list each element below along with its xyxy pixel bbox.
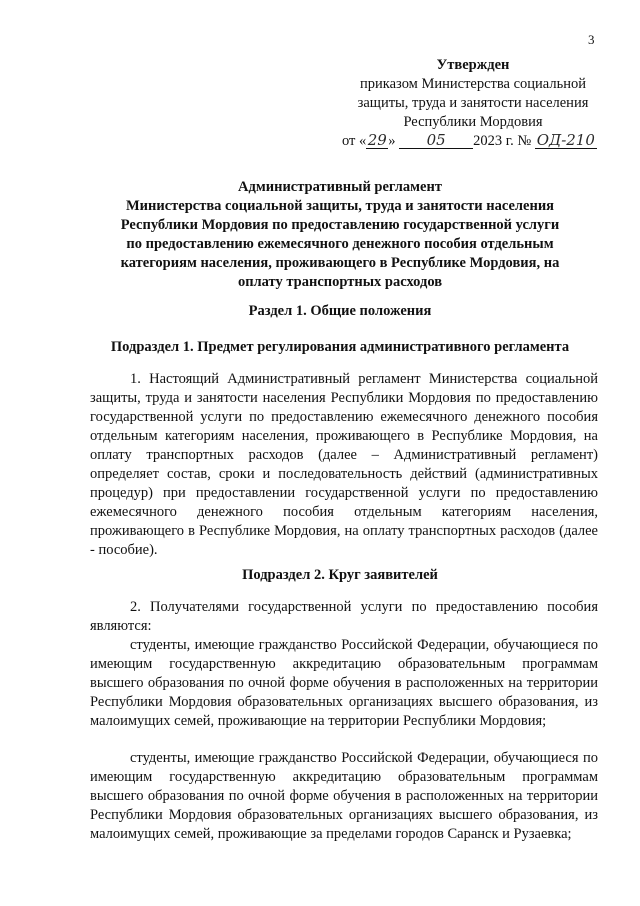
page-number: 3	[588, 32, 595, 47]
approval-line-1: приказом Министерства социальной	[360, 76, 586, 92]
paragraph-3	[90, 636, 598, 731]
approval-date-line	[338, 132, 608, 151]
approval-line-2: защиты, труда и занятости населения	[357, 95, 589, 111]
paragraph-1-text: 1. Настоящий Административный регламент Министерства социальной защиты, труда и занятости населения Республики Мордовия по предоставлению государственной услуги по предоставлению ежемесячного денежного пособия отдельным категориям населения, проживающего в Республике Мордовия, на оплату транспортных расходов (далее – Административный регламент) определяет состав, сроки и последовательность действий (административных процедур) при предоставлении государственной услуги по предоставлению ежемесячного денежного пособия отдельным категориям населения, проживающего в Республике Мордовия, на оплату транспортных расходов (далее - пособие).	[90, 371, 598, 558]
approved-label: Утвержден	[436, 57, 510, 73]
date-prefix: от «	[342, 133, 367, 149]
date-day: 29	[367, 131, 387, 149]
document-title	[80, 178, 600, 292]
date-year: 2023 г. №	[473, 133, 532, 149]
date-month: 05	[399, 132, 473, 149]
title-line-6: оплату транспортных расходов	[237, 274, 443, 290]
section-1-heading: Раздел 1. Общие положения	[248, 303, 432, 319]
title-line-2: Министерства социальной защиты, труда и занятости населения	[125, 198, 555, 214]
approval-stamp-block	[338, 56, 608, 151]
paragraph-4-text: студенты, имеющие гражданство Российской Федерации, обучающиеся по имеющим государственную аккредитацию образовательным программам высшего образования по очной форме обучения в расположенных на территории Республики Мордовия образовательных организациях высшего образования, из малоимущих семей, проживающие за пределами городов Саранск и Рузаевка;	[90, 750, 598, 842]
title-line-5: категориям населения, проживающего в Республике Мордовия, на	[120, 255, 560, 271]
approval-line-3: Республики Мордовия	[403, 114, 543, 130]
paragraph-2	[90, 598, 598, 636]
paragraph-1	[90, 370, 598, 560]
title-line-4: по предоставлению ежемесячного денежного пособия отдельным	[126, 236, 554, 252]
subsection-2-heading: Подраздел 2. Круг заявителей	[242, 567, 438, 583]
order-number: ОД-210	[536, 131, 595, 149]
paragraph-2-text: 2. Получателями государственной услуги по предоставлению пособия являются:	[90, 599, 598, 634]
paragraph-3-text: студенты, имеющие гражданство Российской Федерации, обучающиеся по имеющим государственную аккредитацию образовательным программам высшего образования по очной форме обучения в расположенных на территории Республики Мордовия образовательных организациях высшего образования, из малоимущих семей, проживающие на территории Республики Мордовия;	[90, 637, 598, 729]
date-mid: »	[388, 133, 396, 149]
paragraph-4	[90, 749, 598, 844]
title-line-1: Административный регламент	[238, 179, 442, 195]
subsection-1-heading: Подраздел 1. Предмет регулирования административного регламента	[110, 339, 570, 355]
title-line-3: Республики Мордовия по предоставлению государственной услуги	[120, 217, 560, 233]
